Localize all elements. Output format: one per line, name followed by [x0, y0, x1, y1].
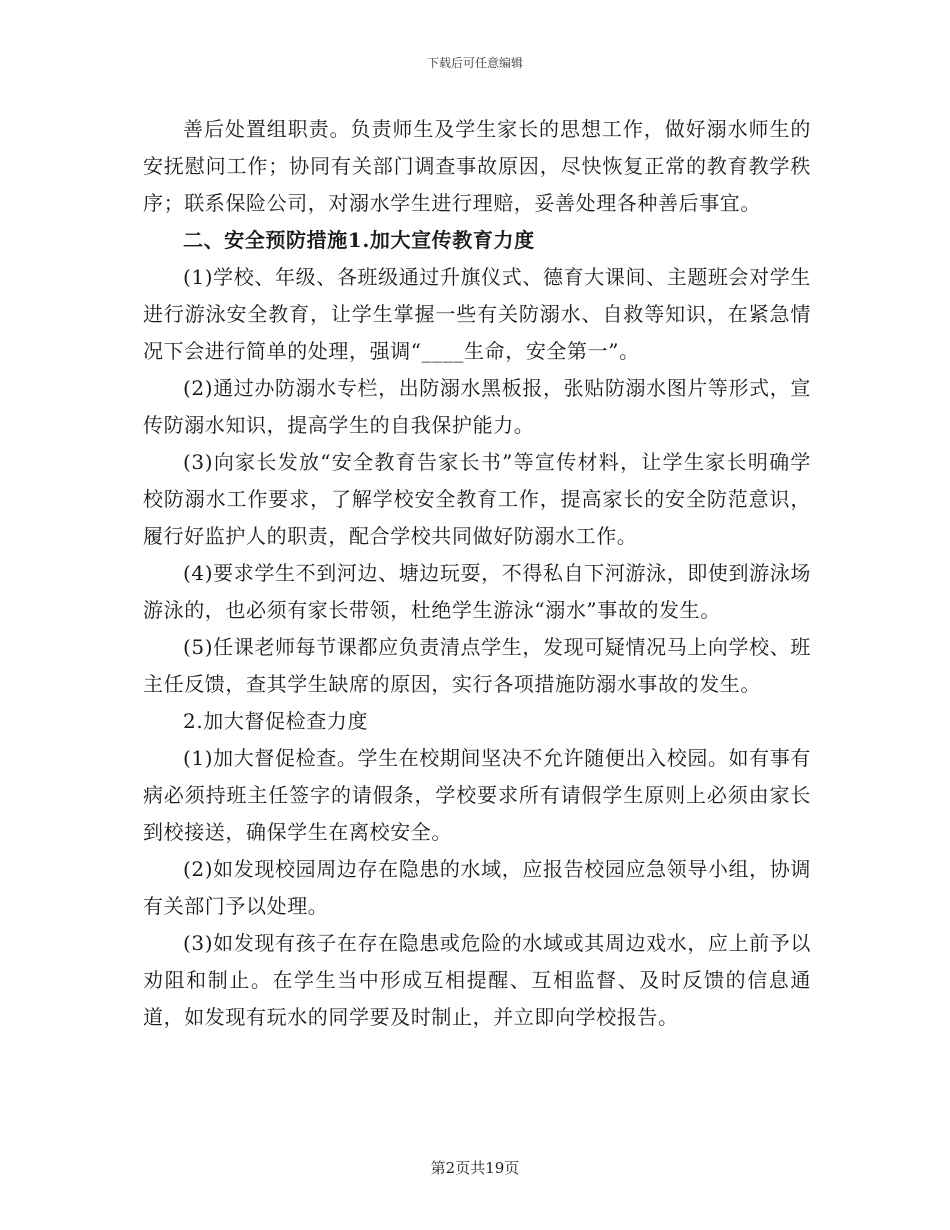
paragraph-item-2: (2)通过办防溺水专栏，出防溺水黑板报，张贴防溺水图片等形式，宣传防溺水知识，提高学生的自我保护能力。: [143, 376, 811, 437]
paragraph-supervision-1: (1)加大督促检查。学生在校期间坚决不允许随便出入校园。如有事有病必须持班主任签字的请假条，学校要求所有请假学生原则上必须由家长到校接送，确保学生在离校安全。: [143, 746, 811, 844]
page-header-note: 下载后可任意编辑: [426, 56, 523, 70]
paragraph-item-3: (3)向家长发放“安全教育告家长书”等宣传材料，让学生家长明确学校防溺水工作要求，了解学校安全教育工作，提高家长的安全防范意识，履行好监护人的职责，配合学校共同做好防溺水工作。: [143, 450, 811, 548]
subheading-supervision: 2.加大督促检查力度: [183, 709, 369, 733]
paragraph-item-4: (4)要求学生不到河边、塘边玩耍，不得私自下河游泳，即使到游泳场游泳的，也必须有家长带领，杜绝学生游泳“溺水”事故的发生。: [143, 561, 811, 622]
paragraph-supervision-2: (2)如发现校园周边存在隐患的水域，应报告校园应急领导小组，协调有关部门予以处理。: [143, 857, 811, 918]
paragraph-item-1: (1)学校、年级、各班级通过升旗仪式、德育大课间、主题班会对学生进行游泳安全教育，让学生掌握一些有关防溺水、自救等知识，在紧急情况下会进行简单的处理，强调“____生命，安全第一”。: [143, 265, 811, 363]
page-number: 第2页共19页: [430, 1159, 520, 1177]
paragraph-aftermath-duties: 善后处置组职责。负责师生及学生家长的思想工作，做好溺水师生的安抚慰问工作；协同有关部门调查事故原因，尽快恢复正常的教育教学秩序；联系保险公司，对溺水学生进行理赔，妥善处理各种善后事宜。: [143, 117, 811, 215]
document-body: [143, 111, 811, 1036]
paragraph-supervision-3: (3)如发现有孩子在存在隐患或危险的水域或其周边戏水，应上前予以劝阻和制止。在学生当中形成互相提醒、互相监督、及时反馈的信息通道，如发现有玩水的同学要及时制止，并立即向学校报告。: [143, 931, 811, 1029]
section-heading-prevention: 二、安全预防措施1.加大宣传教育力度: [183, 228, 535, 252]
paragraph-item-5: (5)任课老师每节课都应负责清点学生，发现可疑情况马上向学校、班主任反馈，查其学生缺席的原因，实行各项措施防溺水事故的发生。: [143, 635, 811, 696]
